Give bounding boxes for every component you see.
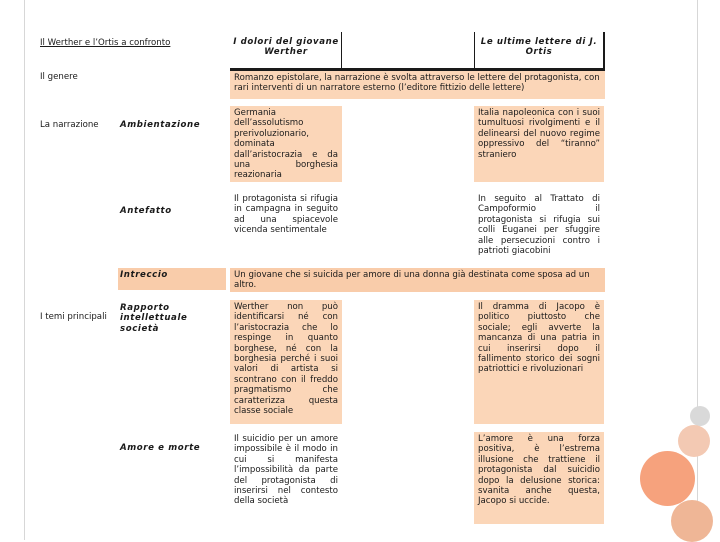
- frame-line-right: [697, 0, 698, 540]
- header-separator: [341, 32, 342, 68]
- ambientazione-ortis: Italia napoleonica con i suoi tumultuosi rivolgimenti e il delinearsi del nuovo regime oppressivo del “tiranno” straniero: [474, 106, 604, 182]
- sublabel-ambientazione: Ambientazione: [120, 120, 201, 130]
- ambientazione-werther: Germania dell’assolutismo prerivoluzionario, dominata dall’aristocrazia e da una borghesia reazionaria: [230, 106, 342, 182]
- antefatto-ortis: In seguito al Trattato di Campoformio il protagonista si rifugia sui colli Euganei per sfuggire alle persecuzioni contro i patrioti giacobini: [478, 194, 600, 257]
- sublabel-amore: Amore e morte: [120, 443, 201, 453]
- genere-text: Romanzo epistolare, la narrazione è svolta attraverso le lettere del protagonista, con rari interventi di un narratore esterno (l’editore fittizio delle lettere): [230, 71, 605, 99]
- decor-circle: [671, 500, 713, 542]
- decor-circle: [640, 451, 695, 506]
- intreccio-text: Un giovane che si suicida per amore di una donna già destinata come sposa ad un altro.: [230, 268, 605, 292]
- sublabel-intreccio: Intreccio: [118, 268, 226, 290]
- sublabel-rapporto: Rapporto intellettuale società: [120, 303, 188, 334]
- amore-ortis: L’amore è una forza positiva, è l’estrema illusione che trattiene il protagonista dal suicidio dopo la delusione storica: svanita anche questa, Jacopo si uccide.: [474, 432, 604, 524]
- rapporto-werther: Werther non può identificarsi né con l’aristocrazia che lo respinge in quanto borghese, né con la borghesia perché i suoi valori di artista si scontrano con il freddo pragmatismo che caratterizza questa classe sociale: [230, 300, 342, 424]
- header-separator: [603, 32, 605, 71]
- table-title: Il Werther e l’Ortis a confronto: [40, 38, 171, 48]
- header-separator: [474, 32, 475, 68]
- amore-werther: Il suicidio per un amore impossibile è il modo in cui si manifesta l’impossibilità da parte del protagonista di inserirsi nel contesto della società: [234, 434, 338, 507]
- rapporto-ortis: Il dramma di Jacopo è politico piuttosto che sociale; egli avverte la mancanza di una patria in cui inserirsi dopo il fallimento storico dei sogni patriottici e rivoluzionari: [474, 300, 604, 424]
- decor-circle: [690, 406, 710, 426]
- frame-line-left: [24, 0, 25, 540]
- row-label-narrazione: La narrazione: [40, 120, 99, 130]
- antefatto-werther: Il protagonista si rifugia in campagna in seguito ad una spiacevole vicenda sentimentale: [234, 194, 338, 236]
- header-ortis: Le ultime lettere di J. Ortis: [480, 37, 598, 58]
- row-label-temi: I temi principali: [40, 312, 107, 322]
- decor-circle: [678, 425, 710, 457]
- header-werther: I dolori del giovane Werther: [233, 37, 339, 58]
- sublabel-antefatto: Antefatto: [120, 206, 172, 216]
- row-label-genere: Il genere: [40, 72, 78, 82]
